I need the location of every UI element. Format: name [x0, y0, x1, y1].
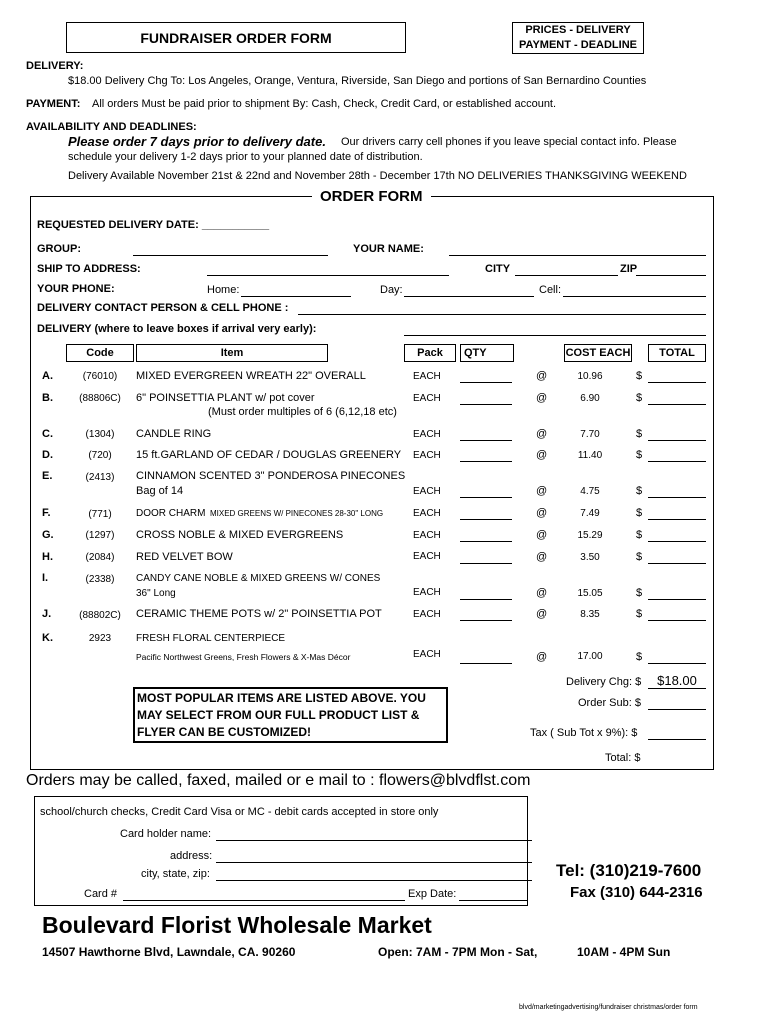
row-item-note: (Must order multiples of 6 (6,12,18 etc) [208, 406, 397, 418]
row-letter: H. [42, 551, 53, 563]
row-item: 15 ft.GARLAND OF CEDAR / DOUGLAS GREENERY [136, 449, 402, 461]
footer-file-path: blvd/marketingadvertising/fundraiser christmas/order form [519, 1004, 698, 1011]
card-holder-label: Card holder name: [120, 828, 212, 840]
availability-emphasis: Please order 7 days prior to delivery date. [68, 134, 326, 149]
availability-label: AVAILABILITY AND DEADLINES: [26, 121, 197, 133]
total-field[interactable] [648, 382, 706, 383]
qty-field[interactable] [460, 599, 512, 600]
orders-contact-line: Orders may be called, faxed, mailed or e mail to : flowers@blvdflst.com [26, 772, 531, 789]
company-address: 14507 Hawthorne Blvd, Lawndale, CA. 90260 [42, 945, 296, 959]
row-cost: 7.70 [580, 429, 600, 440]
group-label: GROUP: [37, 243, 81, 255]
row-at: @ [536, 370, 548, 382]
delivery-label: DELIVERY: [26, 60, 84, 72]
row-code: (720) [88, 450, 112, 461]
row-cost: 6.90 [580, 393, 600, 404]
row-letter: J. [42, 608, 52, 620]
row-at: @ [536, 449, 548, 461]
row-cost: 7.49 [580, 508, 600, 519]
qty-field[interactable] [460, 541, 512, 542]
row-letter: I. [42, 572, 49, 584]
fax: Fax (310) 644-2316 [570, 884, 703, 901]
city-label: CITY [485, 263, 511, 275]
row-dollar: $ [636, 529, 643, 541]
telephone: Tel: (310)219-7600 [556, 861, 702, 880]
row-letter: D. [42, 449, 53, 461]
row-item: MIXED EVERGREEN WREATH 22" OVERALL [136, 370, 366, 382]
qty-field[interactable] [460, 563, 512, 564]
row-pack: EACH [413, 649, 441, 660]
row-cost: 4.75 [580, 486, 600, 497]
row-cost: 11.40 [577, 450, 603, 461]
payment-intro: school/church checks, Credit Card Visa or MC - debit cards accepted in store only [40, 806, 439, 818]
row-item: CROSS NOBLE & MIXED EVERGREENS [136, 529, 344, 541]
row-cost: 15.29 [577, 530, 603, 541]
ship-to-label: SHIP TO ADDRESS: [37, 263, 141, 275]
row-code: (2338) [85, 574, 115, 585]
row-code: 2923 [88, 633, 112, 644]
row-pack: EACH [413, 450, 441, 461]
group-field[interactable] [133, 255, 328, 256]
tax-label: Tax ( Sub Tot x 9%): $ [530, 727, 638, 739]
city-state-zip-field[interactable] [216, 880, 532, 881]
row-letter: B. [42, 392, 53, 404]
ship-to-field[interactable] [207, 275, 449, 276]
total-field[interactable] [648, 404, 706, 405]
row-at: @ [536, 529, 548, 541]
row-at: @ [536, 651, 548, 663]
contact-label: DELIVERY CONTACT PERSON & CELL PHONE : [37, 302, 289, 314]
total-field[interactable] [648, 563, 706, 564]
col-pack-header: Pack [404, 344, 456, 362]
total-field[interactable] [648, 663, 706, 664]
row-item-detail: MIXED GREENS W/ PINECONES 28-30" LONG [210, 509, 384, 518]
total-field[interactable] [648, 461, 706, 462]
availability-text3: Delivery Available November 21st & 22nd and November 28th - December 17th NO DELIVERIES THANKSGIVING WEEKEND [68, 170, 687, 182]
col-item-header: Item [136, 344, 328, 362]
order-sub-field[interactable] [648, 709, 706, 710]
row-code: (88802C) [79, 610, 121, 621]
popular-line2: MAY SELECT FROM OUR FULL PRODUCT LIST & [137, 708, 420, 722]
address-field[interactable] [216, 862, 532, 863]
total-field[interactable] [648, 620, 706, 621]
row-pack: EACH [413, 429, 441, 440]
availability-text1: Our drivers carry cell phones if you leave special contact info. Please [341, 136, 677, 148]
day-phone-label: Day: [380, 284, 403, 296]
delivery-text: $18.00 Delivery Chg To: Los Angeles, Orange, Ventura, Riverside, San Diego and portions of San Bernardino Counties [68, 75, 647, 87]
total-field[interactable] [648, 497, 706, 498]
row-letter: C. [42, 428, 53, 440]
row-dollar: $ [636, 370, 643, 382]
qty-field[interactable] [460, 382, 512, 383]
zip-label: ZIP [620, 263, 638, 275]
home-phone-label: Home: [207, 284, 240, 296]
row-item: FRESH FLORAL CENTERPIECE [136, 633, 286, 644]
city-state-zip-label: city, state, zip: [141, 868, 210, 880]
address-label: address: [170, 850, 213, 862]
row-item: DOOR CHARM [136, 508, 206, 519]
tagline-line2: PAYMENT - DEADLINE [519, 39, 637, 51]
row-code: (2413) [85, 472, 115, 483]
order-sub-label: Order Sub: $ [578, 697, 641, 709]
row-dollar: $ [636, 485, 643, 497]
row-code: (1297) [85, 530, 115, 541]
row-code: (771) [88, 509, 112, 520]
col-qty-header: QTY [460, 344, 514, 362]
row-dollar: $ [636, 392, 643, 404]
total-field[interactable] [648, 541, 706, 542]
order-form-title: ORDER FORM [312, 188, 431, 205]
requested-date-label: REQUESTED DELIVERY DATE: ___________ [37, 219, 270, 231]
cell-phone-field[interactable] [563, 296, 706, 297]
delivery-chg-label: Delivery Chg: $ [566, 676, 642, 688]
row-dollar: $ [636, 449, 643, 461]
row-letter: K. [42, 632, 53, 644]
row-item: CINNAMON SCENTED 3" PONDEROSA PINECONES [136, 470, 406, 482]
row-at: @ [536, 428, 548, 440]
popular-line3: FLYER CAN BE CUSTOMIZED! [137, 725, 312, 739]
col-code-header: Code [66, 344, 134, 362]
row-item: CANDLE RING [136, 428, 212, 440]
row-pack: EACH [413, 508, 441, 519]
total-field[interactable] [648, 599, 706, 600]
qty-field[interactable] [460, 519, 512, 520]
row-cost: 15.05 [577, 588, 603, 599]
row-pack: EACH [413, 530, 441, 541]
row-dollar: $ [636, 651, 643, 663]
phone-label: YOUR PHONE: [37, 283, 115, 295]
row-dollar: $ [636, 507, 643, 519]
row-code: (76010) [82, 371, 118, 382]
row-code: (88806C) [79, 393, 121, 404]
cell-phone-label: Cell: [539, 284, 562, 296]
row-cost: 10.96 [577, 371, 603, 382]
row-pack: EACH [413, 486, 441, 497]
qty-field[interactable] [460, 497, 512, 498]
page-title: FUNDRAISER ORDER FORM [140, 30, 332, 46]
row-at: @ [536, 587, 548, 599]
tax-field[interactable] [648, 739, 706, 740]
zip-field[interactable] [636, 275, 706, 276]
row-cost: 17.00 [577, 651, 603, 662]
your-name-label: YOUR NAME: [353, 243, 424, 255]
home-phone-field[interactable] [241, 296, 351, 297]
row-item-note: 36" Long [136, 588, 176, 599]
card-number-field[interactable] [123, 900, 405, 901]
day-phone-field[interactable] [404, 296, 534, 297]
contact-field[interactable] [298, 314, 706, 315]
hours-sunday: 10AM - 4PM Sun [577, 945, 671, 959]
exp-date-label: Exp Date: [408, 888, 457, 900]
city-field[interactable] [515, 275, 618, 276]
payment-label: PAYMENT: [26, 98, 81, 110]
row-item: CANDY CANE NOBLE & MIXED GREENS W/ CONES [136, 573, 381, 584]
row-dollar: $ [636, 587, 643, 599]
qty-field[interactable] [460, 404, 512, 405]
total-field[interactable] [648, 519, 706, 520]
row-letter: E. [42, 470, 53, 482]
row-pack: EACH [413, 587, 441, 598]
qty-field[interactable] [460, 663, 512, 664]
card-holder-field[interactable] [216, 840, 532, 841]
qty-field[interactable] [460, 440, 512, 441]
row-pack: EACH [413, 609, 441, 620]
row-letter: G. [42, 529, 54, 541]
card-number-label: Card # [84, 888, 118, 900]
row-cost: 8.35 [580, 609, 600, 620]
row-pack: EACH [413, 371, 441, 382]
qty-field[interactable] [460, 620, 512, 621]
total-label: Total: $ [605, 752, 641, 764]
delivery-chg-value: $18.00 [657, 673, 697, 688]
row-item: CERAMIC THEME POTS w/ 2" POINSETTIA POT [136, 608, 382, 620]
tagline-line1: PRICES - DELIVERY [525, 24, 631, 36]
col-cost-header: COST EACH [564, 344, 632, 362]
row-at: @ [536, 485, 548, 497]
availability-text2: schedule your delivery 1-2 days prior to your planned date of distribution. [68, 151, 423, 163]
row-at: @ [536, 608, 548, 620]
row-item-note: Pacific Northwest Greens, Fresh Flowers & X-Mas Décor [136, 652, 351, 662]
total-field[interactable] [648, 440, 706, 441]
payment-text: All orders Must be paid prior to shipment By: Cash, Check, Credit Card, or established account. [92, 98, 557, 110]
col-total-header: TOTAL [648, 344, 706, 362]
row-pack: EACH [413, 393, 441, 404]
your-name-field[interactable] [449, 255, 706, 256]
row-item-note: Bag of 14 [136, 485, 184, 497]
row-at: @ [536, 551, 548, 563]
leave-boxes-field[interactable] [404, 335, 706, 336]
row-letter: F. [42, 507, 51, 519]
company-name: Boulevard Florist Wholesale Market [42, 912, 432, 938]
popular-line1: MOST POPULAR ITEMS ARE LISTED ABOVE. YOU [137, 691, 426, 705]
row-item: RED VELVET BOW [136, 551, 233, 563]
row-dollar: $ [636, 551, 643, 563]
row-dollar: $ [636, 428, 643, 440]
row-letter: A. [42, 370, 53, 382]
row-at: @ [536, 392, 548, 404]
leave-boxes-label: DELIVERY (where to leave boxes if arrival very early): [37, 323, 317, 335]
row-item: 6" POINSETTIA PLANT w/ pot cover [136, 392, 315, 404]
row-code: (2084) [85, 552, 115, 563]
exp-date-field[interactable] [459, 900, 528, 901]
row-code: (1304) [85, 429, 115, 440]
row-dollar: $ [636, 608, 643, 620]
hours-weekday: Open: 7AM - 7PM Mon - Sat, [378, 945, 538, 959]
qty-field[interactable] [460, 461, 512, 462]
row-at: @ [536, 507, 548, 519]
row-cost: 3.50 [580, 552, 600, 563]
row-pack: EACH [413, 551, 441, 562]
delivery-chg-line [648, 688, 706, 689]
